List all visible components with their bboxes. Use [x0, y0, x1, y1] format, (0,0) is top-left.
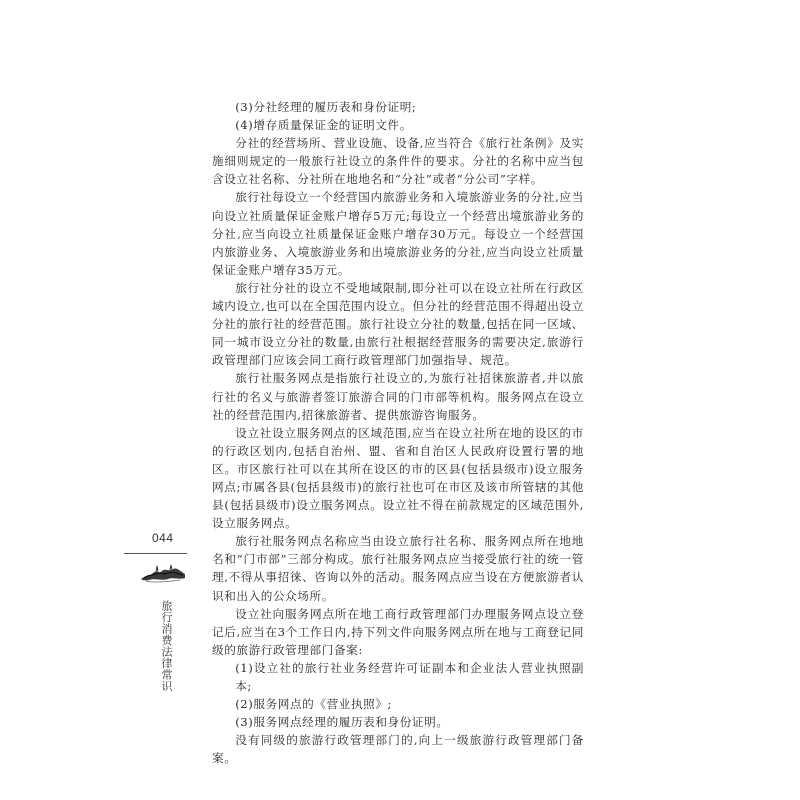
paragraph: (4)增存质量保证金的证明文件。 — [235, 118, 412, 133]
page-number: 044 — [152, 531, 174, 545]
paragraph: (1)设立社的旅行社业务经营许可证副本和企业法人营业执照副本; — [235, 660, 584, 693]
book-title: 旅行消费法律常识 — [160, 600, 172, 692]
paragraph: 旅行社服务网点是指旅行社设立的,为旅行社招徕旅游者,并以旅行社的名义与旅游者签订旅游合同的门市部等机构。服务网点在设立社的经营范围内,招徕旅游者、提供旅游咨询服务。 — [212, 371, 584, 422]
paragraph: 设立社设立服务网点的区域范围,应当在设立社所在地的设区的市的行政区划内,包括自治州、盟、省和自治区人民政府设置行署的地区。市区旅行社可以在其所在设区的市的区县(包括县级市)设立服务网点;市属各县(包括县级市)的旅行社也可在市区及该市所管辖的其他县(包括县级市)设立服务网点。设立社不得在前款规定的区域范围外,设立服务网点。 — [212, 425, 584, 531]
paragraph: 没有同级的旅游行政管理部门的,向上一级旅游行政管理部门备案。 — [212, 733, 584, 766]
paragraph: 旅行社每设立一个经营国内旅游业务和入境旅游业务的分社,应当向设立社质量保证金账户增存5万元;每设立一个经营出境旅游业务的分社,应当向设立社质量保证金账户增存30万元。每设立一个经营国内旅游业务、入境旅游业务和出境旅游业务的分社,应当向设立社质量保证金账户增存35万元。 — [212, 190, 584, 277]
paragraph: (3)分社经理的履历表和身份证明; — [235, 100, 417, 114]
paragraph: 旅行社分社的设立不受地域限制,即分社可以在设立社所在行政区域内设立,也可以在全国范围内设立。但分社的经营范围不得超出设立分社的旅行社的经营范围。旅行社设立分社的数量,包括在同一区域、同一城市设立分社的数量,由旅行社根据经营服务的需要决定,旅游行政管理部门应该会同工商行政管理部门加强指导、规范。 — [212, 280, 584, 368]
paragraph: 分社的经营场所、营业设施、设备,应当符合《旅行社条例》及实施细则规定的一般旅行社设立的条件件的要求。分社的名称中应当包含设立社名称、分社所在地地名和“分社”或者“分公司”字样。 — [212, 136, 584, 187]
paragraph: (3)服务网点经理的履历表和身份证明。 — [235, 715, 449, 730]
body-text — [212, 98, 584, 767]
ink-landscape-icon — [140, 562, 186, 584]
paragraph: 设立社向服务网点所在地工商行政管理部门办理服务网点设立登记后,应当在3个工作日内,持下列文件向服务网点所在地与工商登记同级的旅游行政管理部门备案: — [212, 606, 584, 657]
divider-line — [124, 553, 187, 554]
paragraph: 旅行社服务网点名称应当由设立旅行社名称、服务网点所在地地名和“门市部”三部分构成。旅行社服务网点应当接受旅行社的统一管理,不得从事招徕、咨询以外的活动。服务网点应当设在方便旅游者认识和出入的公众场所。 — [212, 534, 584, 603]
paragraph: (2)服务网点的《营业执照》; — [235, 697, 393, 712]
